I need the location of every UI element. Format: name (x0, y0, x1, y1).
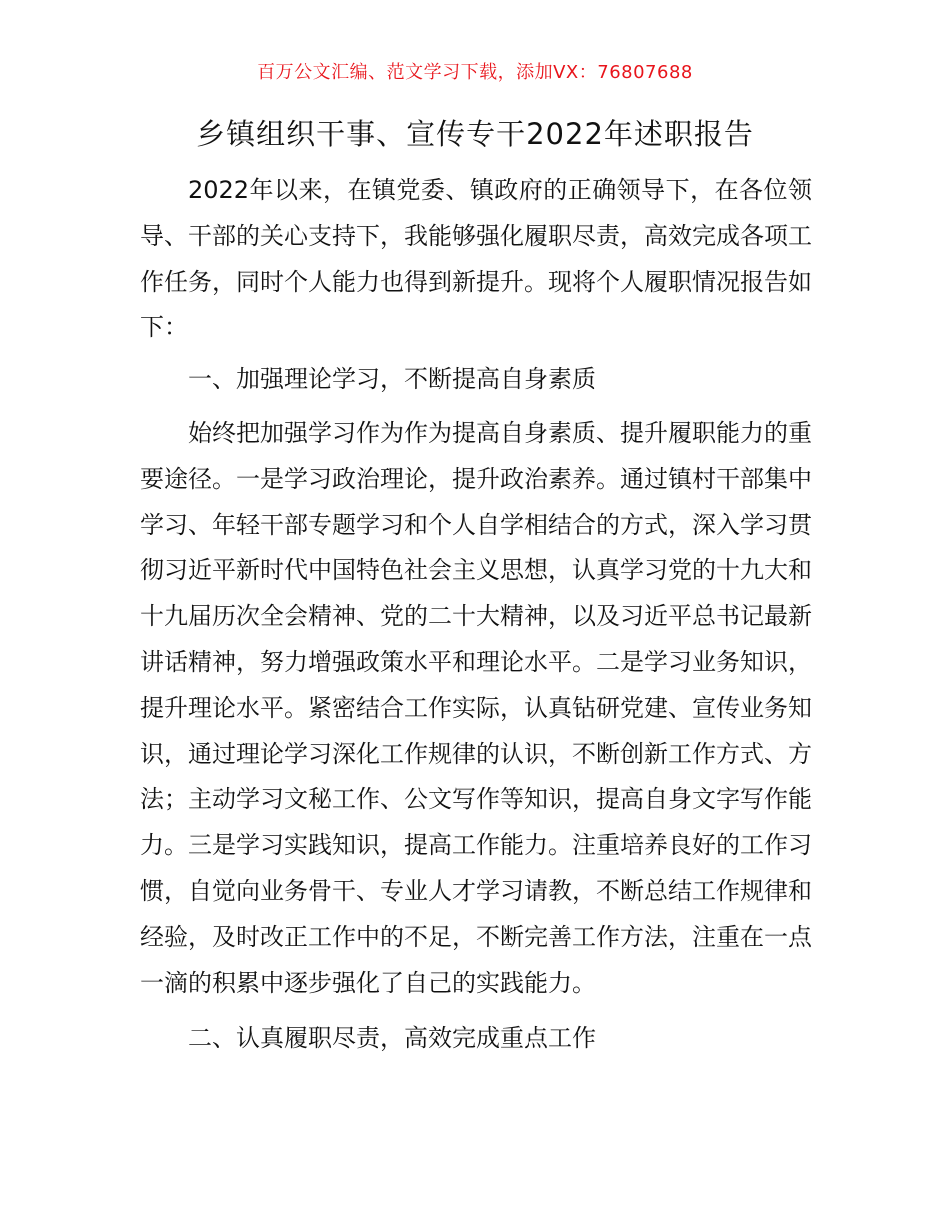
document-title: 乡镇组织干事、宣传专干2022年述职报告 (196, 117, 754, 151)
section-heading-1: 一、加强理论学习，不断提高自身素质 (188, 365, 596, 394)
header-note: 百万公文汇编、范文学习下载，添加VX：76807688 (257, 62, 693, 83)
intro-paragraph: 2022年以来，在镇党委、镇政府的正确领导下，在各位领导、干部的关心支持下，我能够强化履职尽责，高效完成各项工作任务，同时个人能力也得到新提升。现将个人履职情况报告如下： (140, 176, 812, 342)
section-1-paragraph: 始终把加强学习作为作为提高自身素质、提升履职能力的重要途径。一是学习政治理论，提升政治素养。通过镇村干部集中学习、年轻干部专题学习和个人自学相结合的方式，深入学习贯彻习近平新时代中国特色社会主义思想，认真学习党的十九大和十九届历次全会精神、党的二十大精神，以及习近平总书记最新讲话精神，努力增强政策水平和理论水平。二是学习业务知识，提升理论水平。紧密结合工作实际，认真钻研党建、宣传业务知识，通过理论学习深化工作规律的认识，不断创新工作方式、方法；主动学习文秘工作、公文写作等知识，提高自身文字写作能力。三是学习实践知识，提高工作能力。注重培养良好的工作习惯，自觉向业务骨干、专业人才学习请教，不断总结工作规律和经验，及时改正工作中的不足，不断完善工作方法，注重在一点一滴的积累中逐步强化了自己的实践能力。 (140, 418, 812, 997)
section-heading-2: 二、认真履职尽责，高效完成重点工作 (188, 1024, 596, 1053)
document-body (140, 168, 812, 1062)
